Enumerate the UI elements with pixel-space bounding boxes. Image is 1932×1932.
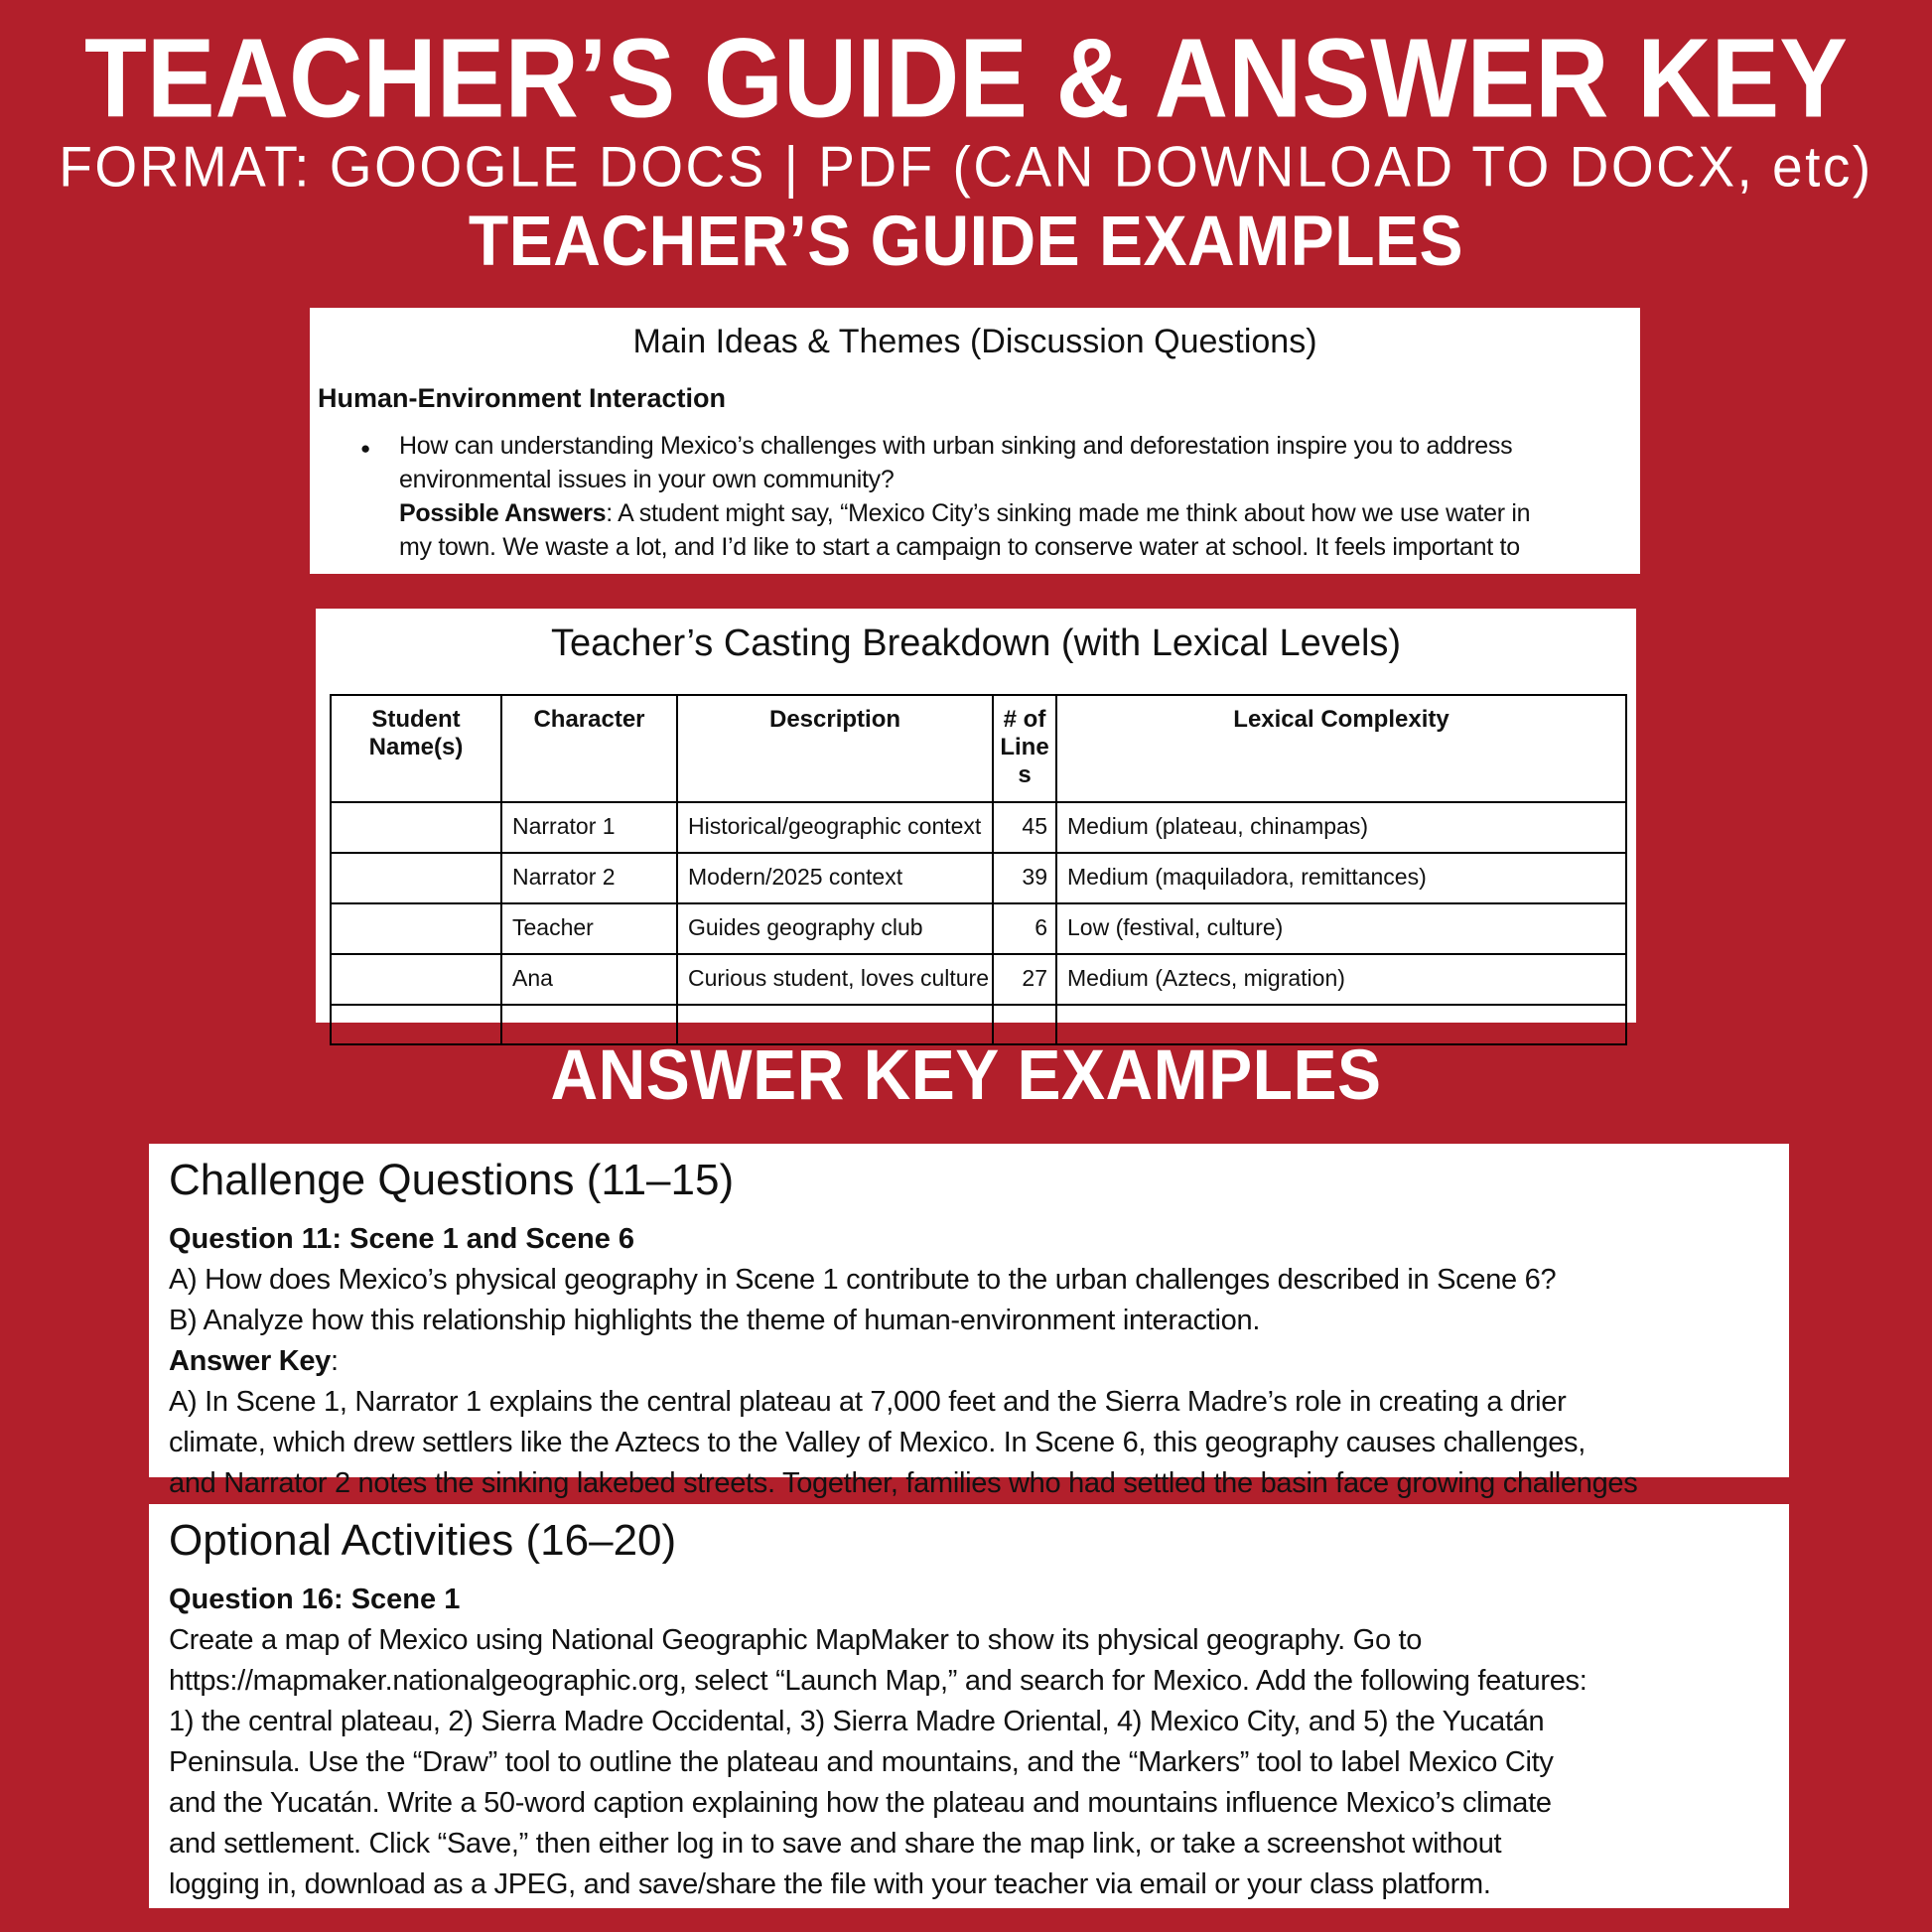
cell-complexity: Medium (Aztecs, migration) <box>1056 954 1626 1005</box>
doc-title: Main Ideas & Themes (Discussion Questions) <box>632 323 1317 360</box>
possible-answers-line: my town. We waste a lot, and I’d like to start a campaign to conserve water at school. It feels important to <box>399 533 1520 561</box>
cell-lines: 27 <box>993 954 1056 1005</box>
possible-answers-text: : A student might say, “Mexico City’s sinking made me think about how we use water in <box>606 499 1531 527</box>
cell-student <box>331 954 501 1005</box>
doc-optional-activities <box>149 1504 1789 1908</box>
cell-lines: 39 <box>993 853 1056 903</box>
cell-lines: 6 <box>993 903 1056 954</box>
section-heading-answer-key: ANSWER KEY EXAMPLES <box>550 1035 1382 1114</box>
cell-character: Narrator 2 <box>501 853 677 903</box>
cell-student <box>331 903 501 954</box>
table-row <box>331 954 1626 1005</box>
activity-line: Peninsula. Use the “Draw” tool to outline the plateau and mountains, and the “Markers” tool to label Mexico City <box>169 1746 1554 1778</box>
question-line-a: A) How does Mexico’s physical geography in Scene 1 contribute to the urban challenges described in Scene 6? <box>169 1264 1557 1296</box>
activity-line: 1) the central plateau, 2) Sierra Madre Occidental, 3) Sierra Madre Oriental, 4) Mexico City, and 5) the Yucatán <box>169 1706 1545 1737</box>
activity-line: Create a map of Mexico using National Geographic MapMaker to show its physical geography. Go to <box>169 1624 1423 1656</box>
cell-student <box>331 802 501 853</box>
bullet-line: environmental issues in your own community? <box>399 466 895 493</box>
col-lexical-complexity: Lexical Complexity <box>1056 695 1626 802</box>
cell-character: Ana <box>501 954 677 1005</box>
doc-title: Teacher’s Casting Breakdown (with Lexical Levels) <box>550 622 1402 664</box>
answer-line: A) In Scene 1, Narrator 1 explains the central plateau at 7,000 feet and the Sierra Madre’s role in creating a drier <box>169 1386 1567 1418</box>
col-character: Character <box>501 695 677 802</box>
cell-complexity: Medium (maquiladora, remittances) <box>1056 853 1626 903</box>
format-subtitle: FORMAT: GOOGLE DOCS | PDF (CAN DOWNLOAD TO DOCX, etc) <box>59 133 1873 200</box>
doc-title: Optional Activities (16–20) <box>169 1516 677 1565</box>
answer-line-clipped: and Narrator 2 notes the sinking lakebed streets. Together, families who had settled the basin face growing challenges <box>169 1467 1638 1499</box>
question-heading: Question 16: Scene 1 <box>169 1584 461 1615</box>
doc-main-ideas <box>310 308 1640 574</box>
discussion-bullet <box>310 429 1640 564</box>
question-heading: Question 11: Scene 1 and Scene 6 <box>169 1223 635 1255</box>
answer-key-label-line: Answer Key: <box>169 1345 339 1377</box>
doc-challenge-questions <box>149 1144 1789 1499</box>
bullet-icon: ● <box>360 439 370 458</box>
page-title: TEACHER’S GUIDE & ANSWER KEY <box>84 15 1848 141</box>
topic-heading: Human-Environment Interaction <box>318 383 727 413</box>
casting-table <box>330 694 1627 1045</box>
doc-title: Challenge Questions (11–15) <box>169 1156 735 1204</box>
bullet-line: How can understanding Mexico’s challenges with urban sinking and deforestation inspire you to address <box>399 432 1513 460</box>
question-line-b: B) Analyze how this relationship highlights the theme of human-environment interaction. <box>169 1305 1261 1336</box>
col-student-names: Student Name(s) <box>331 695 501 802</box>
activity-line: and settlement. Click “Save,” then either log in to save and share the map link, or take a screenshot without <box>169 1828 1502 1860</box>
possible-answers-line <box>399 496 1640 530</box>
cell-complexity: Low (festival, culture) <box>1056 903 1626 954</box>
table-row <box>331 853 1626 903</box>
table-row <box>331 903 1626 954</box>
cell-description: Modern/2025 context <box>677 853 993 903</box>
cell-description: Guides geography club <box>677 903 993 954</box>
activity-line: https://mapmaker.nationalgeographic.org, select “Launch Map,” and search for Mexico. Add the following features: <box>169 1665 1587 1697</box>
activity-line: logging in, download as a JPEG, and save/share the file with your teacher via email or your class platform. <box>169 1868 1491 1900</box>
table-row <box>331 802 1626 853</box>
activity-line: and the Yucatán. Write a 50-word caption explaining how the plateau and mountains influence Mexico’s climate <box>169 1787 1552 1819</box>
col-description: Description <box>677 695 993 802</box>
answer-line: climate, which drew settlers like the Aztecs to the Valley of Mexico. In Scene 6, this geography causes challenges, <box>169 1427 1586 1458</box>
cell-character: Teacher <box>501 903 677 954</box>
doc-casting-breakdown <box>316 609 1636 1023</box>
section-heading-teachers-guide: TEACHER’S GUIDE EXAMPLES <box>468 201 1464 280</box>
cell-description: Curious student, loves culture <box>677 954 993 1005</box>
table-header-row <box>331 695 1626 802</box>
cell-lines: 45 <box>993 802 1056 853</box>
cell-character: Narrator 1 <box>501 802 677 853</box>
cell-student <box>331 853 501 903</box>
cell-complexity: Medium (plateau, chinampas) <box>1056 802 1626 853</box>
cell-description: Historical/geographic context <box>677 802 993 853</box>
possible-answers-label: Possible Answers <box>399 499 607 527</box>
answer-key-label: Answer Key <box>169 1345 332 1377</box>
col-num-lines: # of Lines <box>993 695 1056 802</box>
